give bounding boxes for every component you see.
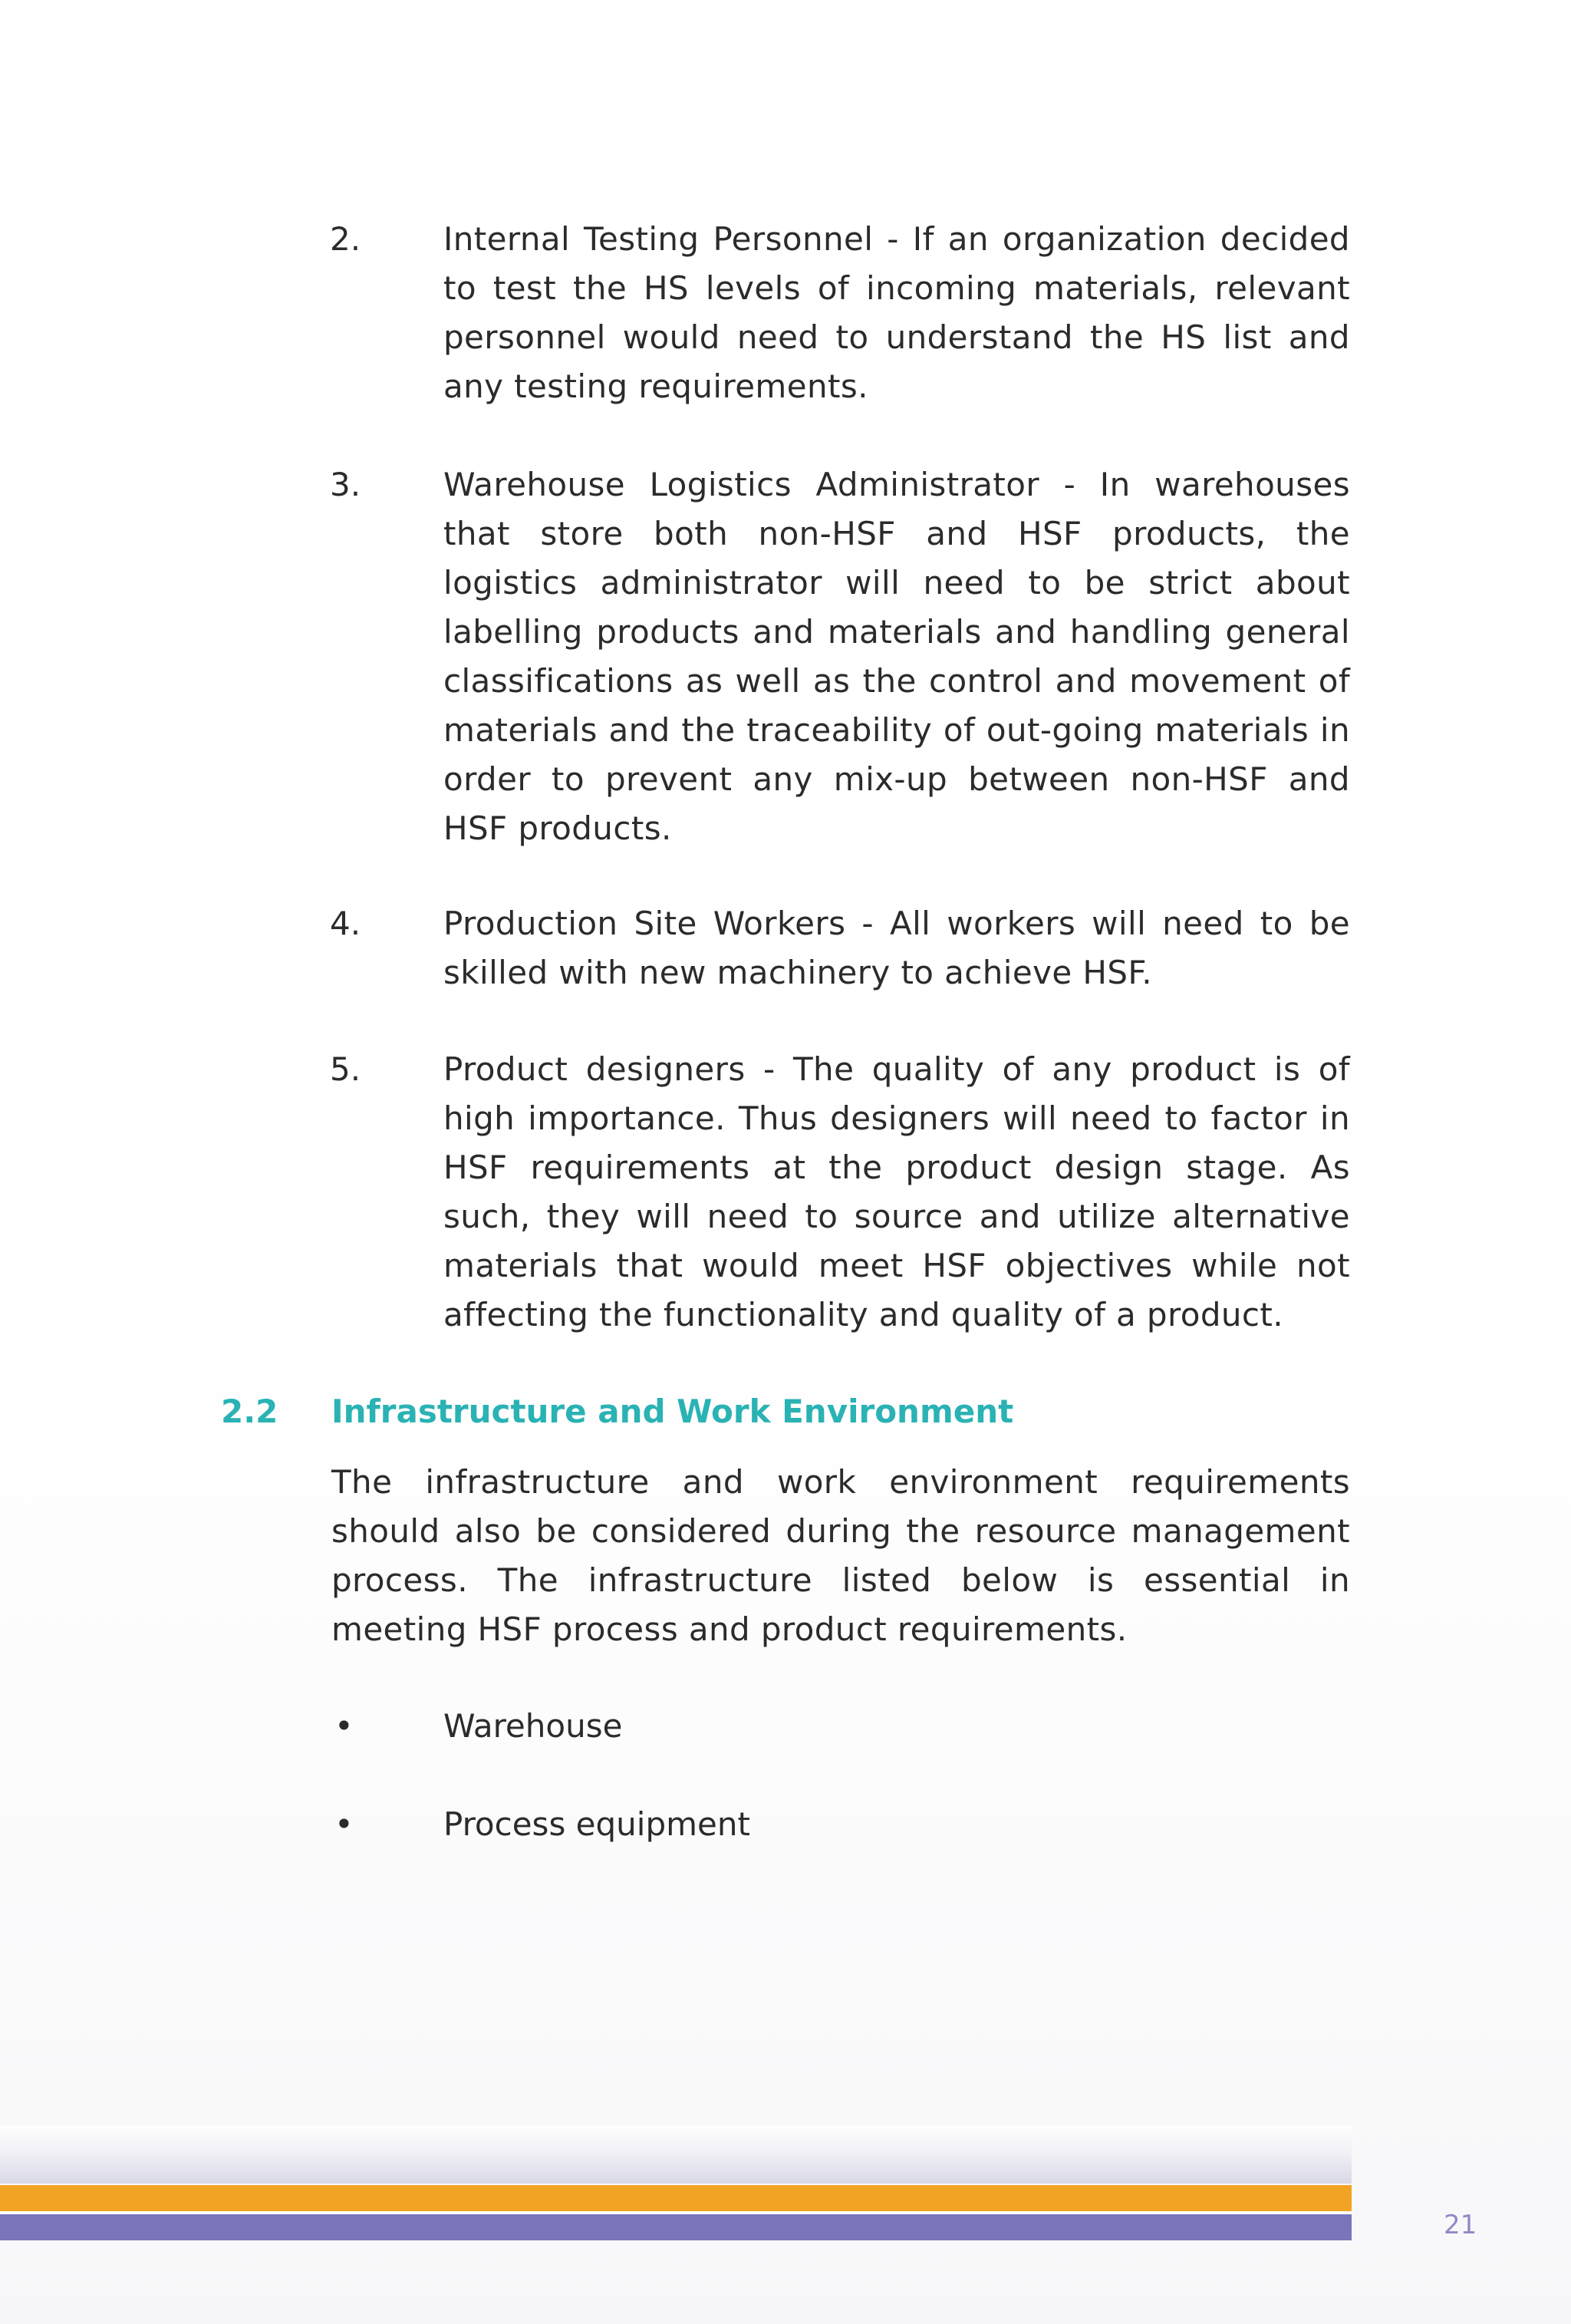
- list-item-number: 3.: [330, 466, 361, 503]
- section-number: 2.2: [221, 1393, 278, 1430]
- bullet-icon: •: [334, 1805, 354, 1843]
- list-item-number: 4.: [330, 905, 361, 942]
- bullet-item-text: Process equipment: [443, 1805, 750, 1843]
- bullet-item-text: Warehouse: [443, 1707, 623, 1745]
- list-item-text: Product designers - The quality of any product is of high importance. Thus designers will need to factor in HSF requirements at the product design stage. As such, they will need to source and utilize alternative materials that would meet HSF objectives while not affecting the functionality and quality of a product.: [443, 1050, 1350, 1333]
- footer-orange-stripe: [0, 2185, 1352, 2211]
- page-number: 21: [1444, 2210, 1477, 2240]
- section-heading: Infrastructure and Work Environment: [331, 1393, 1014, 1430]
- footer-purple-stripe: [0, 2214, 1352, 2240]
- list-item-number: 5.: [330, 1050, 361, 1088]
- section-paragraph: The infrastructure and work environment requirements should also be considered during the resource management process. The infrastructure listed below is essential in meeting HSF process and product requirements.: [331, 1463, 1350, 1648]
- list-item-text: Warehouse Logistics Administrator - In warehouses that store both non-HSF and HSF products, the logistics administrator will need to be strict about labelling products and materials and handling general classifications as well as the control and movement of materials and the traceability of out-going materials in order to prevent any mix-up between non-HSF and HSF products.: [443, 466, 1350, 847]
- footer-gradient-band: [0, 2125, 1352, 2184]
- list-item-text: Internal Testing Personnel - If an organization decided to test the HS levels of incoming materials, relevant personnel would need to understand the HS list and any testing requirements.: [443, 220, 1350, 405]
- list-item-text: Production Site Workers - All workers will need to be skilled with new machinery to achieve HSF.: [443, 905, 1350, 991]
- list-item-number: 2.: [330, 220, 361, 258]
- bullet-icon: •: [334, 1707, 354, 1745]
